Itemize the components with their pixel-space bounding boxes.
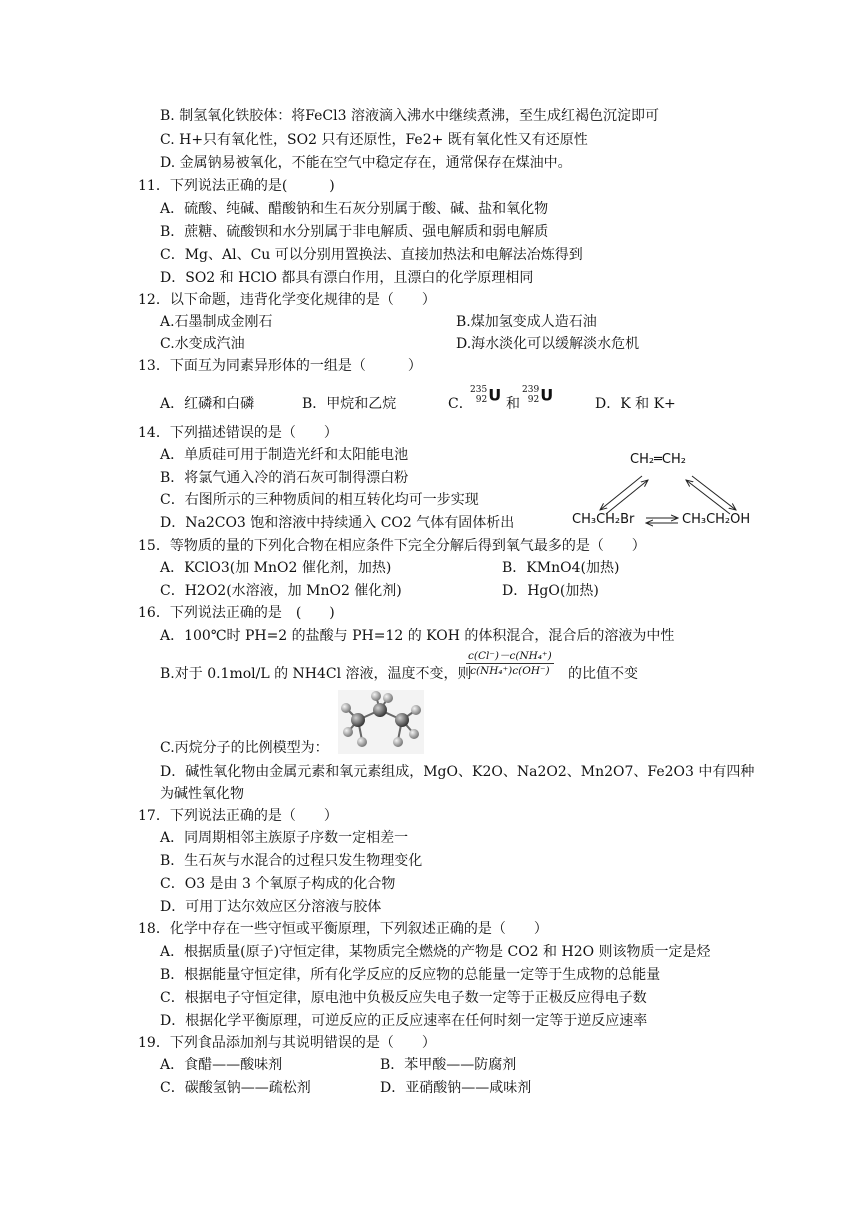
isotope-u239 <box>522 385 553 405</box>
u235-mass-number: 235 <box>470 385 488 395</box>
q15-option-b: B．KMnO4(加热) <box>502 560 620 576</box>
q19-option-a: A．食醋——酸味剂 <box>160 1057 283 1073</box>
q15-stem: 15．等物质的量的下列化合物在相应条件下完全分解后得到氧气最多的是（ ） <box>138 538 646 554</box>
q14-option-c: C．右图所示的三种物质间的相互转化均可一步实现 <box>160 492 479 508</box>
q19-option-d: D．亚硝酸钠——咸味剂 <box>380 1080 532 1096</box>
conversion-arrows <box>560 460 780 530</box>
q15-option-a: A．KClO3(加 MnO2 催化剂，加热) <box>160 560 392 576</box>
q13-option-a: A．红磷和白磷 <box>160 396 255 412</box>
q13-option-c: C． <box>448 396 473 412</box>
concentration-ratio-fraction <box>466 650 554 677</box>
u235-symbol: U <box>488 385 502 405</box>
q16-option-b-suffix: 的比值不变 <box>568 666 638 682</box>
q16-option-a: A．100℃时 PH=2 的盐酸与 PH=12 的 KOH 的体积混合，混合后的溶液为中性 <box>160 628 675 644</box>
q19-stem: 19．下列食品添加剂与其说明错误的是（ ） <box>138 1035 436 1051</box>
q17-stem: 17．下列说法正确的是（ ） <box>138 808 338 824</box>
isotope-u235 <box>470 385 501 405</box>
q14-option-a: A．单质硅可用于制造光纤和太阳能电池 <box>160 447 409 463</box>
q12-stem: 12．以下命题，违背化学变化规律的是（ ） <box>138 292 436 308</box>
u235-atomic-number: 92 <box>475 395 488 405</box>
u239-mass-number: 239 <box>522 385 540 395</box>
u239-atomic-number: 92 <box>527 395 540 405</box>
q19-option-b: B．苯甲酸——防腐剂 <box>380 1057 517 1073</box>
q16-stem: 16．下列说法正确的是 ( ) <box>138 605 335 621</box>
propane-space-filling-model <box>338 690 424 754</box>
u239-symbol: U <box>540 385 554 405</box>
q15-option-d: D．HgO(加热) <box>502 583 599 599</box>
q16-option-d-line1: D．碱性氧化物由金属元素和氧元素组成，MgO、K2O、Na2O2、Mn2O7、Fe2O3 中有四种 <box>160 764 755 780</box>
q16-option-c: C.丙烷分子的比例模型为： <box>160 740 329 756</box>
q15-option-c: C．H2O2(水溶液，加 MnO2 催化剂) <box>160 583 402 599</box>
arrow-ethylene-to-ethanol <box>692 476 736 510</box>
diagram-ethanol: CH₃CH₂OH <box>682 512 751 527</box>
q10-option-c: C. H+只有氧化性，SO2 只有还原性，Fe2+ 既有氧化性又有还原性 <box>160 132 588 148</box>
q13-option-b: B．甲烷和乙烷 <box>302 396 397 412</box>
q11-option-d: D．SO2 和 HClO 都具有漂白作用，且漂白的化学原理相同 <box>160 270 534 286</box>
q16-option-d-line2: 为碱性氧化物 <box>160 786 244 802</box>
q14-option-d: D．Na2CO3 饱和溶液中持续通入 CO2 气体有固体析出 <box>160 515 515 531</box>
arrow-ethanol-to-ethylene <box>686 480 730 514</box>
q10-option-b: B. 制氢氧化铁胶体：将FeCl3 溶液滴入沸水中继续煮沸，至生成红褐色沉淀即可 <box>160 108 659 124</box>
q11-stem: 11．下列说法正确的是( ) <box>138 178 335 194</box>
q18-option-a: A．根据质量(原子)守恒定律，某物质完全燃烧的产物是 CO2 和 H2O 则该物质一定是烃 <box>160 944 711 960</box>
arrow-bromoethane-to-ethylene <box>606 480 648 514</box>
fraction-denominator: c(NH₄⁺)c(OH⁻) <box>470 665 550 677</box>
q12-option-d: D.海水淡化可以缓解淡水危机 <box>456 336 640 352</box>
q19-option-c: C．碳酸氢钠——疏松剂 <box>160 1080 311 1096</box>
q10-option-d: D. 金属钠易被氧化，不能在空气中稳定存在，通常保存在煤油中。 <box>160 155 572 171</box>
q17-option-c: C．O3 是由 3 个氧原子构成的化合物 <box>160 876 396 892</box>
q11-option-c: C．Mg、Al、Cu 可以分别用置换法、直接加热法和电解法冶炼得到 <box>160 247 583 263</box>
q13-option-d: D．K 和 K+ <box>595 396 676 412</box>
diagram-bromoethane: CH₃CH₂Br <box>572 512 635 527</box>
q13-stem: 13．下面互为同素异形体的一组是（ ） <box>138 358 422 374</box>
q14-stem: 14．下列描述错误的是（ ） <box>138 425 338 441</box>
q18-option-c: C．根据电子守恒定律，原电池中负极反应失电子数一定等于正极反应得电子数 <box>160 990 647 1006</box>
q13-and: 和 <box>506 396 520 412</box>
q14-option-b: B．将氯气通入冷的消石灰可制得漂白粉 <box>160 470 409 486</box>
q16-option-b-prefix: B.对于 0.1mol/L 的 NH4Cl 溶液，温度不变，则 <box>160 666 472 682</box>
q18-stem: 18．化学中存在一些守恒或平衡原理，下列叙述正确的是（ ） <box>138 921 548 937</box>
q17-option-d: D．可用丁达尔效应区分溶液与胶体 <box>160 899 382 915</box>
fraction-numerator: c(Cl⁻)－c(NH₄⁺) <box>468 650 552 662</box>
q17-option-a: A．同周期相邻主族原子序数一定相差一 <box>160 830 409 846</box>
q12-option-b: B.煤加氢变成人造石油 <box>456 314 597 330</box>
q12-option-c: C.水变成汽油 <box>160 336 245 352</box>
q11-option-a: A．硫酸、纯碱、醋酸钠和生石灰分别属于酸、碱、盐和氧化物 <box>160 201 549 217</box>
arrow-ethylene-to-bromoethane <box>600 476 642 510</box>
q12-option-a: A.石墨制成金刚石 <box>160 314 273 330</box>
q18-option-b: B．根据能量守恒定律，所有化学反应的反应物的总能量一定等于生成物的总能量 <box>160 967 661 983</box>
q18-option-d: D．根据化学平衡原理，可逆反应的正反应速率在任何时刻一定等于逆反应速率 <box>160 1013 648 1029</box>
q11-option-b: B．蔗糖、硫酸钡和水分别属于非电解质、强电解质和弱电解质 <box>160 224 549 240</box>
diagram-ethylene: CH₂═CH₂ <box>630 452 686 467</box>
q17-option-b: B．生石灰与水混合的过程只发生物理变化 <box>160 853 423 869</box>
